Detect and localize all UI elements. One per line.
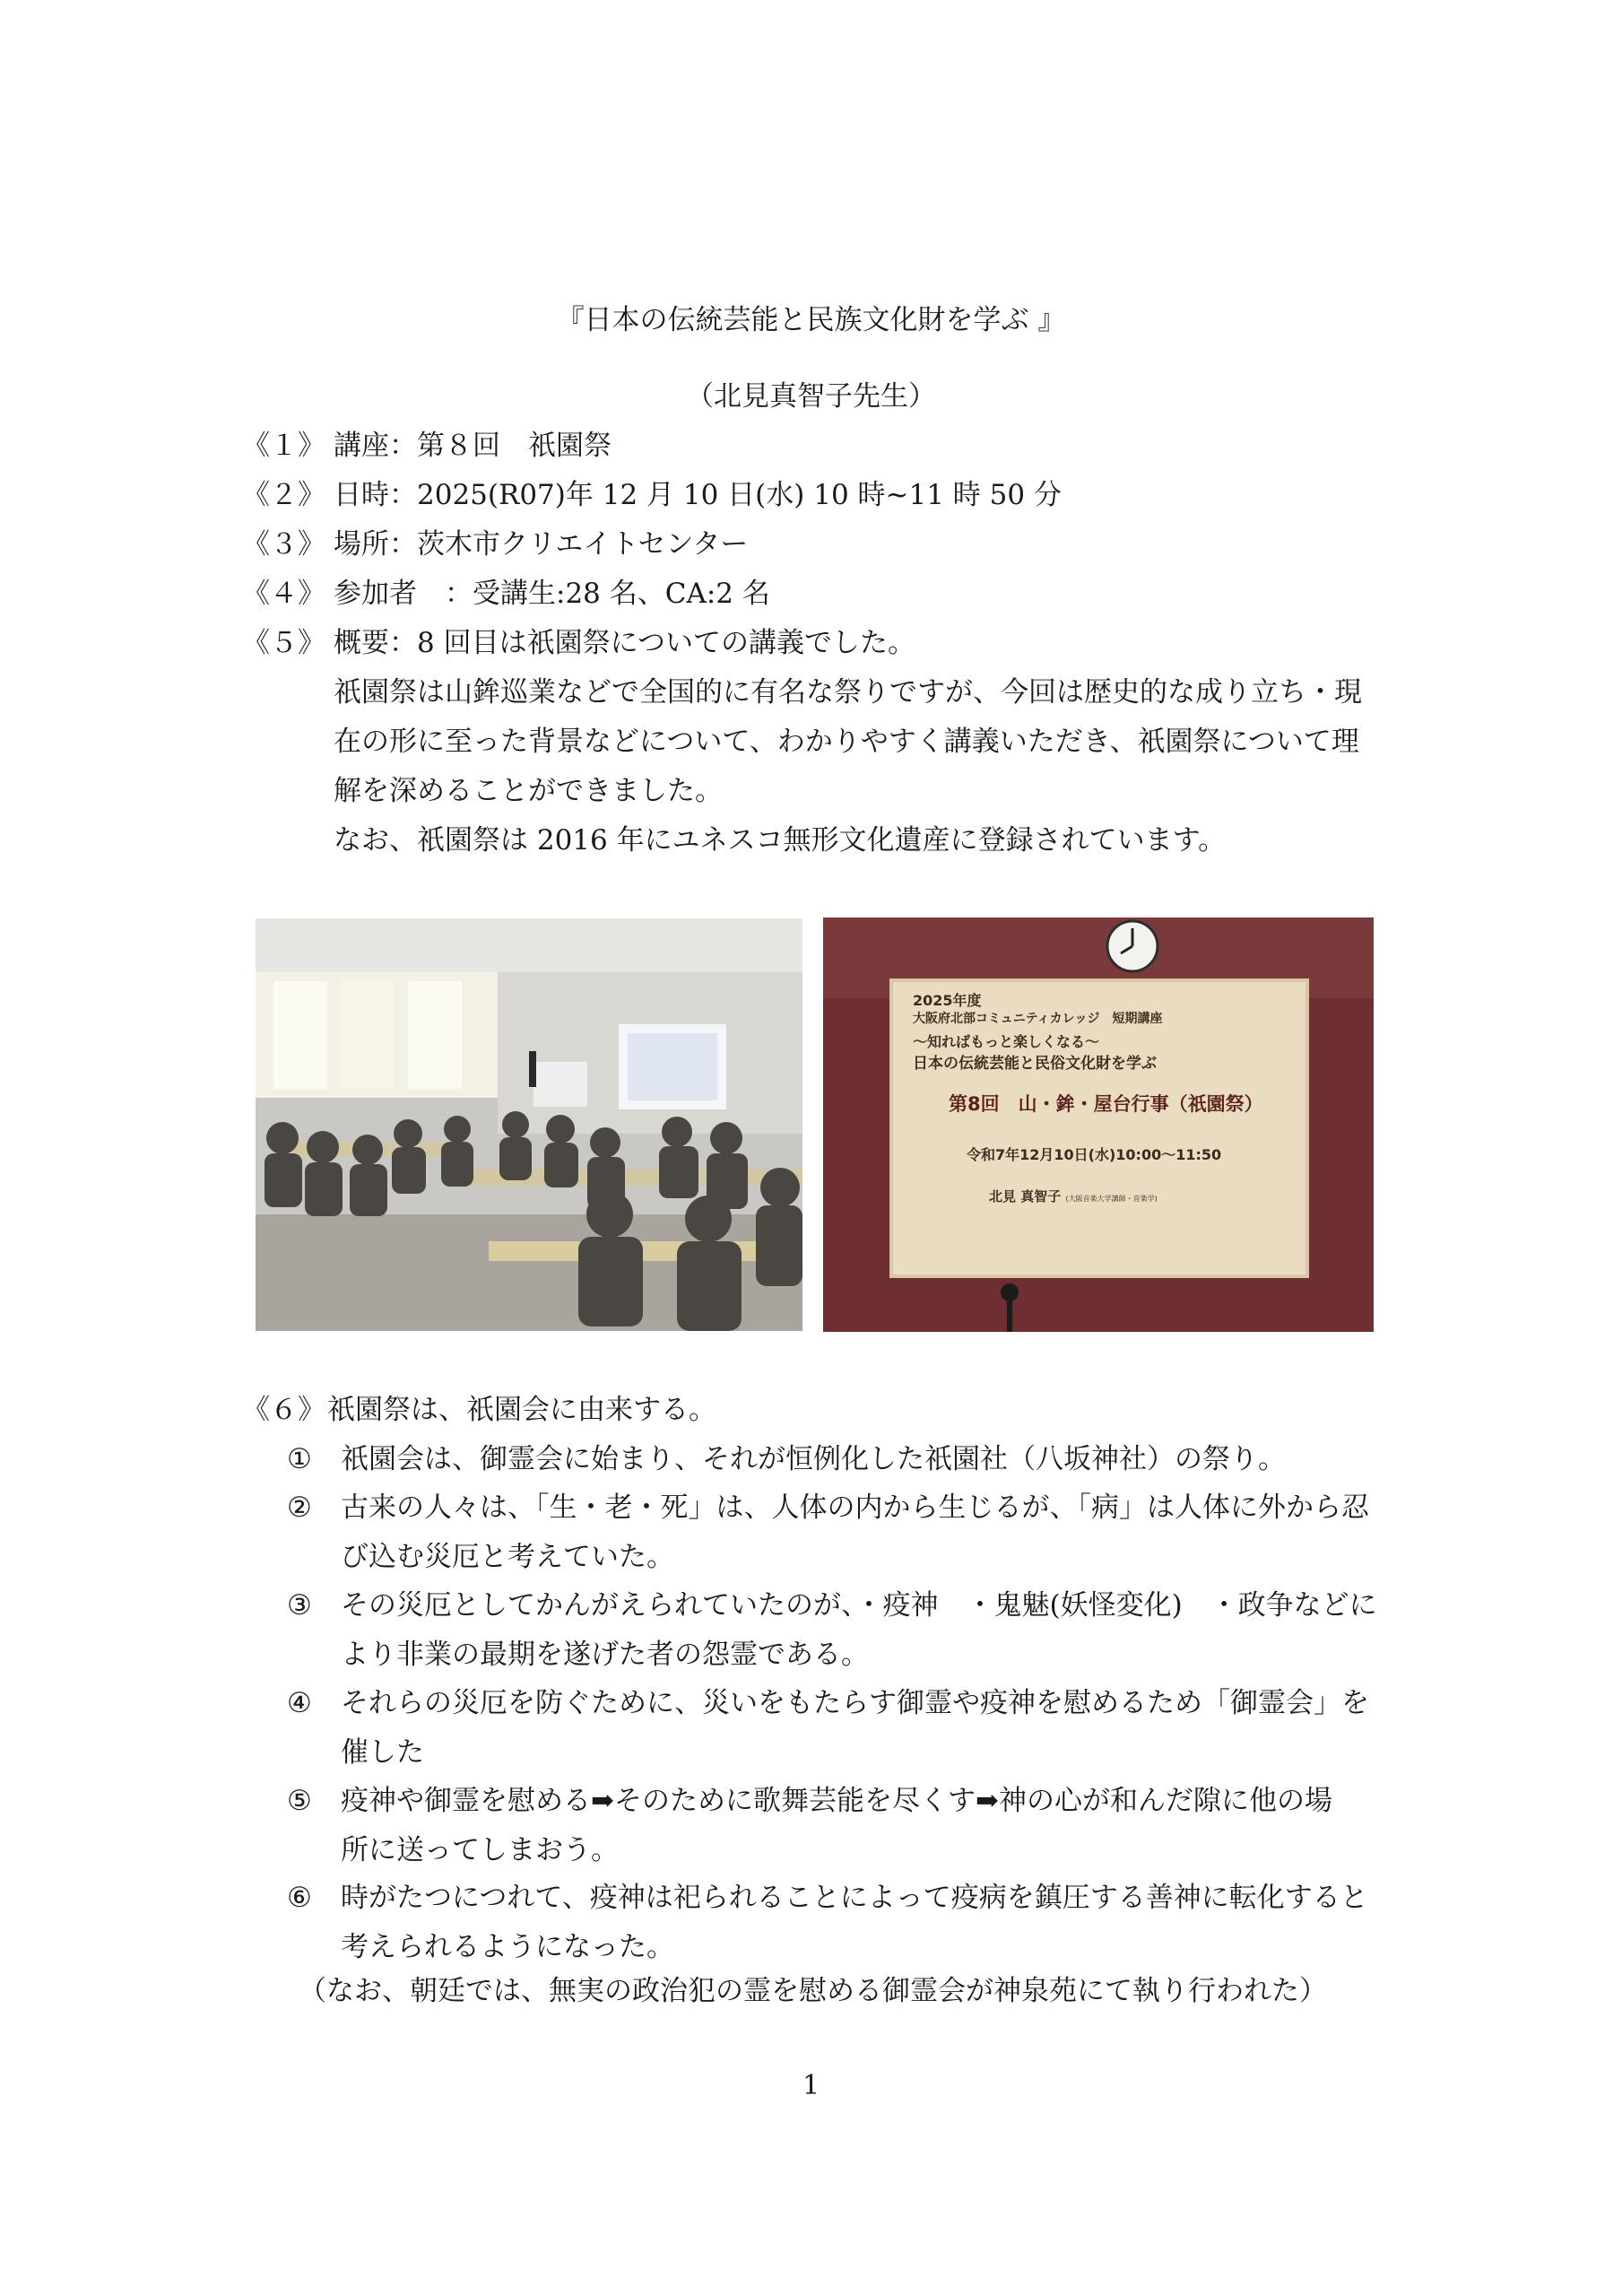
- point-line: より非業の最期を遂げた者の怨霊である。: [341, 1639, 869, 1671]
- point-mark: ①: [287, 1443, 312, 1475]
- point-line: 古来の人々は、「生・老・死」は、人体の内から生じるが、「病」は人体に外から忍: [341, 1492, 1369, 1524]
- point-line: 疫神や御霊を慰める➡そのために歌舞芸能を尽くす➡神の心が和んだ隙に他の場: [341, 1785, 1332, 1817]
- item-3: [242, 523, 748, 566]
- point-1: [287, 1435, 1286, 1484]
- item-text: 日時：2025(R07)年 12 月 10 日(水) 10 時~11 時 50 分: [334, 479, 1062, 511]
- point-line: び込む災厄と考えていた。: [341, 1541, 674, 1573]
- point-5: [287, 1777, 1332, 1875]
- summary-line: 解を深めることができました。: [334, 775, 723, 807]
- item-2: [242, 474, 1062, 517]
- point-line: 考えられるようになった。: [341, 1931, 674, 1963]
- item-text: 概要：8 回目は祇園祭についての講義でした。: [334, 627, 915, 659]
- item-number: 《３》: [242, 528, 325, 561]
- item-1: [242, 424, 612, 467]
- summary-paragraph: [334, 668, 1362, 865]
- document-title: 『日本の伝統芸能と民族文化財を学ぶ 』: [556, 304, 1066, 336]
- point-line: 催した: [341, 1736, 424, 1769]
- page-number: 1: [802, 2070, 820, 2101]
- slide-datetime: 令和7年12月10日(水)10:00〜11:50: [967, 1146, 1222, 1163]
- item-4: [242, 572, 770, 615]
- item-text: 場所：茨木市クリエイトセンター: [334, 528, 749, 561]
- slide-tagline: 〜知ればもっと楽しくなる〜: [913, 1033, 1100, 1050]
- point-mark: ④: [287, 1687, 312, 1719]
- item-text: 参加者 ：受講生:28 名、CA:2 名: [334, 578, 770, 610]
- slide-session: 第8回 山・鉾・屋台行事（祇園祭）: [949, 1093, 1263, 1115]
- slide-year: 2025年度: [913, 992, 982, 1009]
- point-mark: ③: [287, 1589, 312, 1622]
- point-line: それらの災厄を防ぐために、災いをもたらす御霊や疫神を慰めるため「御霊会」を: [341, 1687, 1369, 1719]
- section-6-heading: [242, 1388, 716, 1431]
- item-5: [242, 622, 915, 665]
- point-line: 時がたつにつれて、疫神は祀られることによって疫病を鎮圧する善神に転化すると: [341, 1882, 1368, 1914]
- projected-slide-photo: [823, 918, 1374, 1332]
- item-number: 《１》: [242, 430, 325, 462]
- point-3: [287, 1581, 1377, 1680]
- classroom-photo: [256, 918, 802, 1331]
- lecturer-name: （北見真智子先生）: [686, 380, 936, 413]
- point-6: [287, 1874, 1368, 1972]
- point-mark: ②: [287, 1492, 312, 1524]
- item-number: 《４》: [242, 578, 325, 610]
- point-4: [287, 1679, 1369, 1778]
- point-mark: ⑤: [287, 1785, 312, 1817]
- slide-speaker-title: (大阪音楽大学講師・音楽学): [1065, 1195, 1158, 1203]
- point-mark: ⑥: [287, 1882, 312, 1914]
- item-text: 講座：第８回 祇園祭: [334, 430, 612, 462]
- summary-line: 在の形に至った背景などについて、わかりやすく講義いただき、祇園祭について理: [334, 726, 1359, 758]
- closing-note: （なお、朝廷では、無実の政治犯の霊を慰める御霊会が神泉苑にて執り行われた）: [299, 1975, 1327, 2007]
- point-2: [287, 1483, 1369, 1582]
- point-line: 所に送ってしまおう。: [341, 1834, 619, 1866]
- item-number: 《２》: [242, 479, 325, 511]
- point-line: 祇園会は、御霊会に始まり、それが恒例化した祇園社（八坂神社）の祭り。: [341, 1443, 1286, 1475]
- item-text: 祇園祭は、祇園会に由来する。: [327, 1394, 716, 1426]
- item-number: 《６》: [242, 1394, 325, 1426]
- slide-speaker-name: 北見 真智子: [989, 1188, 1062, 1205]
- slide-organizer: 大阪府北部コミュニティカレッジ 短期講座: [913, 1012, 1163, 1026]
- slide-course: 日本の伝統芸能と民俗文化財を学ぶ: [913, 1055, 1157, 1073]
- slide-speaker: [989, 1187, 1158, 1205]
- summary-line: 祇園祭は山鉾巡業などで全国的に有名な祭りですが、今回は歴史的な成り立ち・現: [334, 676, 1362, 709]
- item-number: 《５》: [242, 627, 325, 659]
- summary-line: なお、祇園祭は 2016 年にユネスコ無形文化遺産に登録されています。: [334, 824, 1227, 857]
- point-line: その災厄としてかんがえられていたのが、・疫神 ・鬼魅(妖怪変化) ・政争などに: [341, 1589, 1377, 1622]
